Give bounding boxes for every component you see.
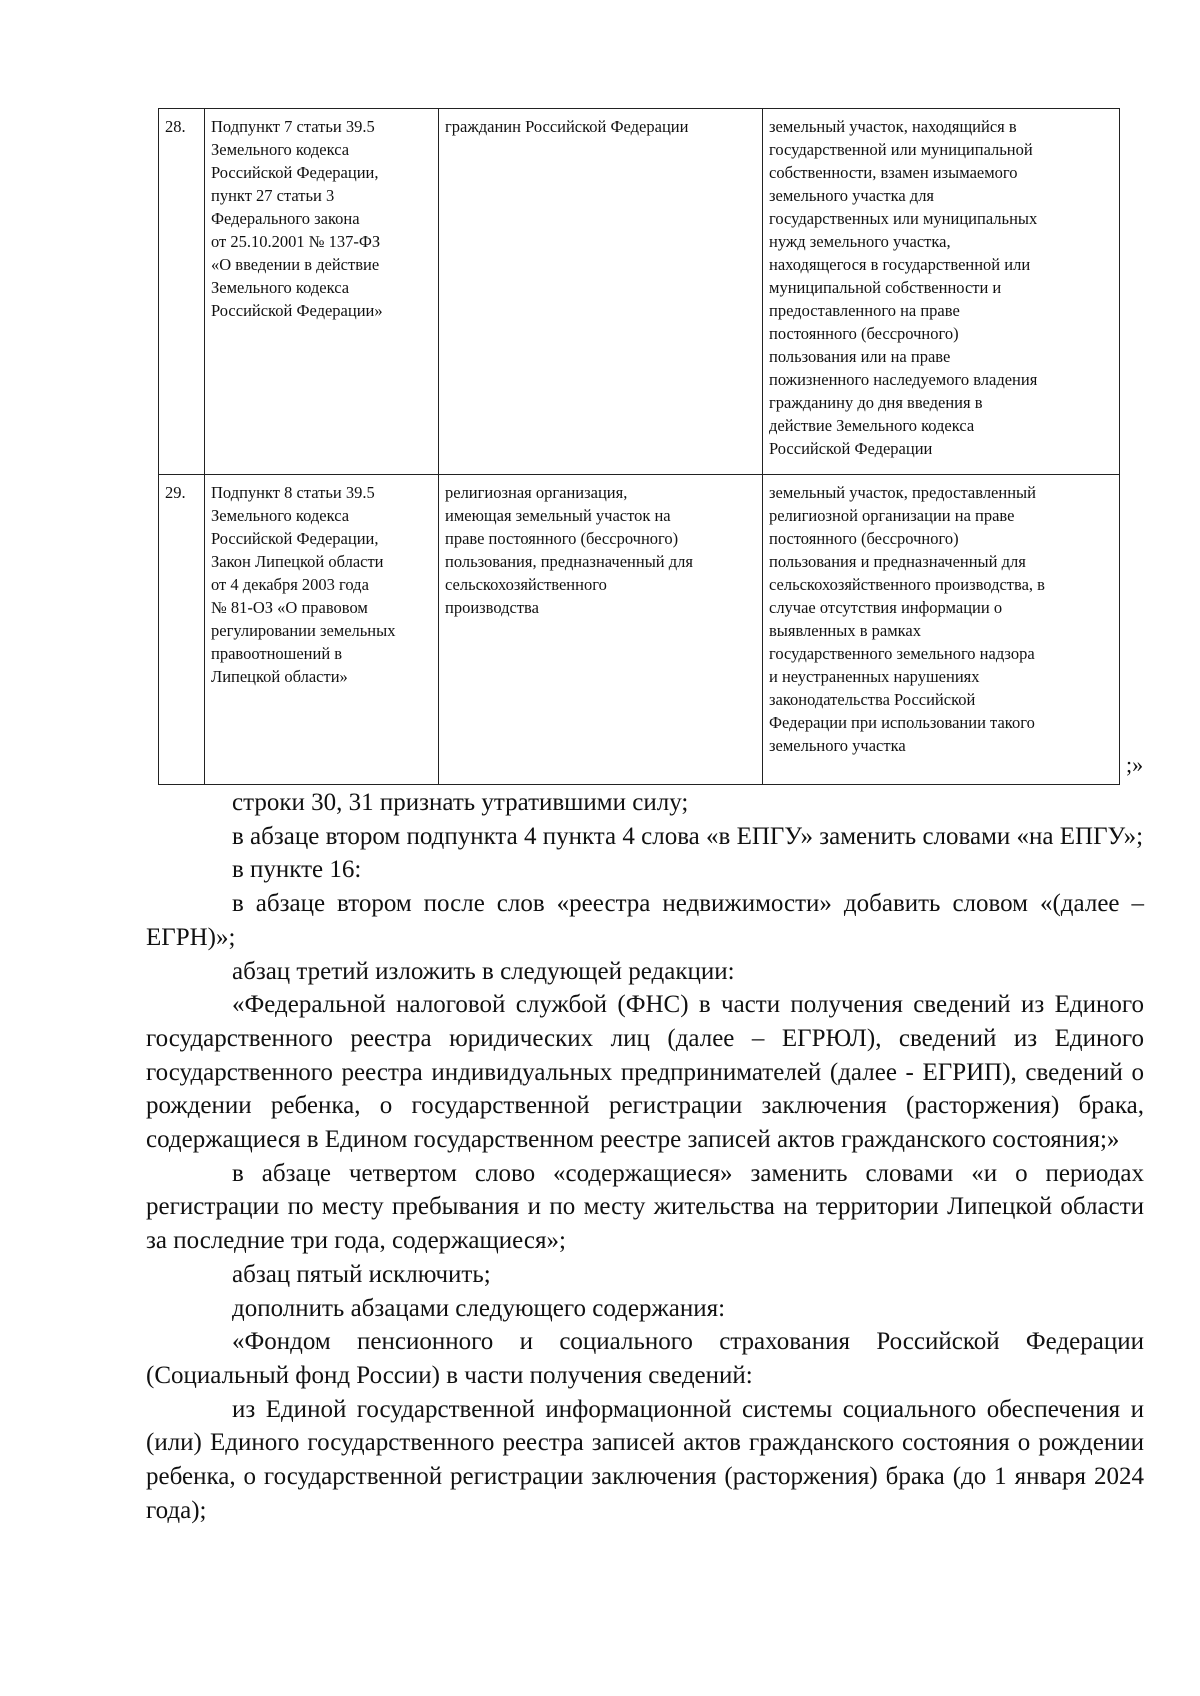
paragraph: из Единой государственной информационной системы социального обеспечения и (или) Единого государственного реестра записей актов гражданского состояния о рождении ребенка, о государственной регистрации заключения (расторжения) брака (до 1 января 2024 года); (146, 1395, 1144, 1524)
row-number-cell (159, 475, 205, 785)
applicant-cell (439, 475, 763, 785)
table-row (159, 109, 1120, 475)
applicant-text: религиозная организация, имеющая земельный участок на праве постоянного (бессрочного) пользования, предназначенный для сельскохозяйственного производства (445, 483, 693, 617)
land-plot-text: земельный участок, предоставленный религиозной организации на праве постоянного (бессрочного) пользования и предназначенный для сельскохозяйственного производства, в случае отсутствия информации о выявленных в рамках государственного земельного надзора и неустраненных нарушениях законодательства Российской Федерации при использовании такого земельного участка (769, 483, 1045, 755)
amendment-text (146, 786, 1144, 1527)
land-plot-table-wrapper (158, 108, 1120, 785)
land-plot-cell (763, 109, 1120, 475)
legal-basis-text: Подпункт 8 статьи 39.5 Земельного кодекса Российской Федерации, Закон Липецкой области от 4 декабря 2003 года № 81-ОЗ «О правовом регулировании земельных правоотношений в Липецкой области» (211, 483, 396, 686)
paragraph: дополнить абзацами следующего содержания: (232, 1294, 726, 1322)
paragraph: абзац третий изложить в следующей редакции: (232, 957, 735, 985)
table-row (159, 475, 1120, 785)
row-number: 28. (165, 117, 186, 136)
paragraph: в абзаце втором после слов «реестра недвижимости» добавить словом «(далее – ЕГРН)»; (146, 890, 1144, 951)
land-plot-cell (763, 475, 1120, 785)
row-number-cell (159, 109, 205, 475)
paragraph: абзац пятый исключить; (232, 1260, 491, 1288)
applicant-text: гражданин Российской Федерации (445, 117, 689, 136)
paragraph: строки 30, 31 признать утратившими силу; (232, 789, 689, 816)
paragraph: в пункте 16: (232, 856, 362, 884)
land-plot-text: земельный участок, находящийся в государственной или муниципальной собственности, взамен изымаемого земельного участка для государственных или муниципальных нужд земельного участка, находящегося в государственной или муниципальной собственности и предоставленного на праве постоянного (бессрочного) пользования или на праве пожизненного наследуемого владения гражданину до дня введения в действие Земельного кодекса Российской Федерации (769, 117, 1038, 458)
legal-basis-cell (205, 109, 439, 475)
applicant-cell (439, 109, 763, 475)
paragraph: в абзаце втором подпункта 4 пункта 4 слова «в ЕПГУ» заменить словами «на ЕПГУ»; (232, 822, 1144, 850)
paragraph: в абзаце четвертом слово «содержащиеся» заменить словами «и о периодах регистрации по месту пребывания и по месту жительства на территории Липецкой области за последние три года, содержащиеся»; (146, 1159, 1144, 1255)
legal-basis-text: Подпункт 7 статьи 39.5 Земельного кодекса Российской Федерации, пункт 27 статьи 3 Федерального закона от 25.10.2001 № 137-ФЗ «О введении в действие Земельного кодекса Российской Федерации» (211, 117, 383, 320)
paragraph: «Федеральной налоговой службой (ФНС) в части получения сведений из Единого государственного реестра юридических лиц (далее – ЕГРЮЛ), сведений из Единого государственного реестра индивидуальных предпринимателей (далее - ЕГРИП), сведений о рождении ребенка, о государственной регистрации заключения (расторжения) брака, содержащиеся в Едином государственном реестре записей актов гражданского состояния;» (146, 991, 1144, 1154)
paragraph: «Фондом пенсионного и социального страхования Российской Федерации (Социальный фонд России) в части получения сведений: (146, 1328, 1144, 1389)
row-number: 29. (165, 483, 186, 502)
land-plot-table (158, 108, 1120, 785)
table-closing-quote: ;» (1126, 752, 1144, 777)
legal-basis-cell (205, 475, 439, 785)
